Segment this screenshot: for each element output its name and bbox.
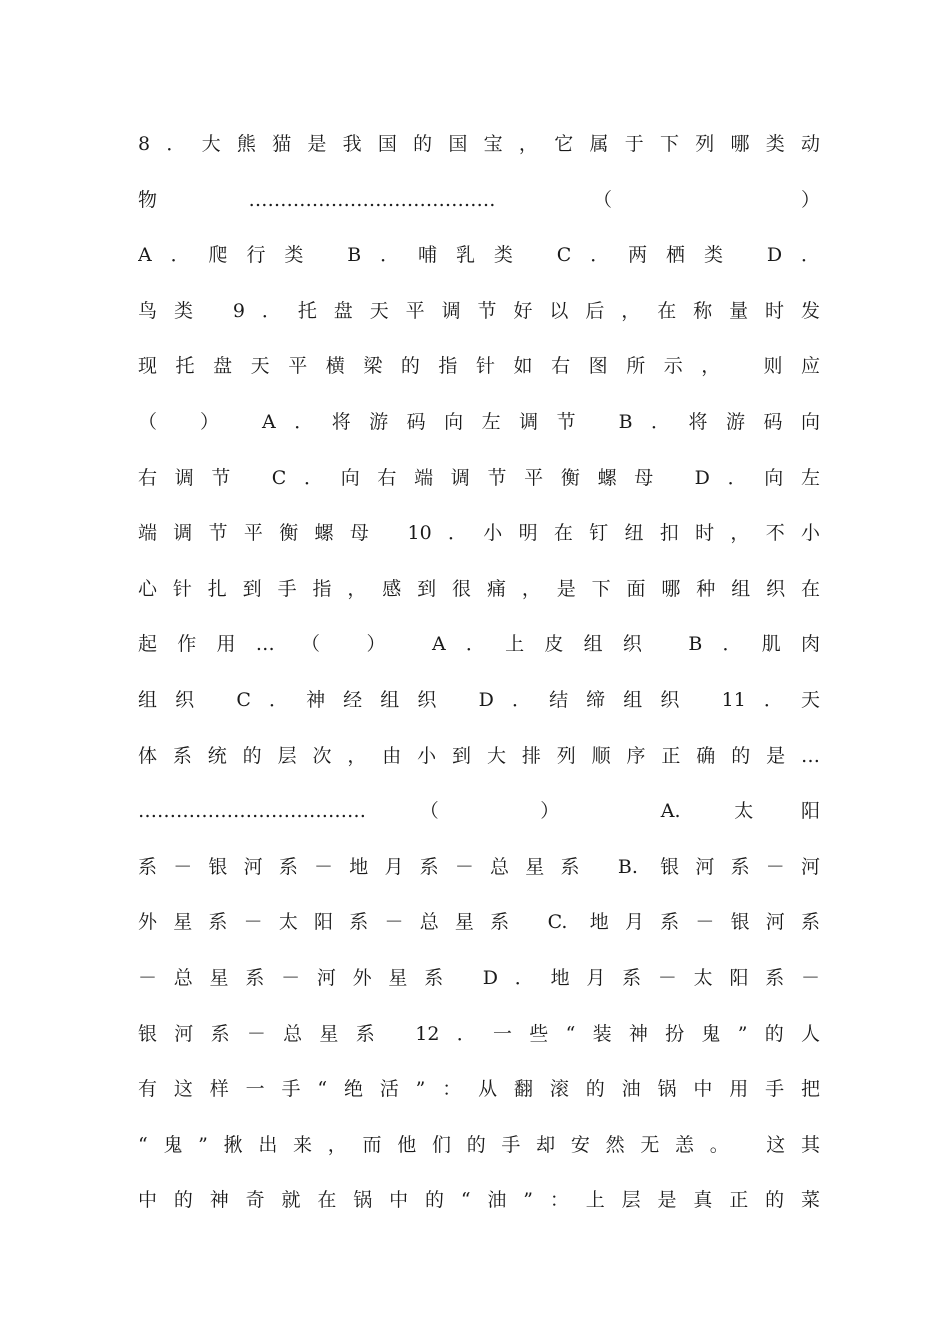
- text-line-17: 银河系－总星系 12．一些“装神扮鬼”的人: [138, 1022, 820, 1045]
- text-line-20: 中的神奇就在锅中的“油”：上层是真正的菜: [138, 1189, 820, 1212]
- text-line-8: 端调节平衡螺母 10．小明在钉纽扣时，不小: [138, 522, 820, 545]
- text-line-11: 组织 C．神经组织 D．结缔组织 11．天: [138, 688, 820, 711]
- text-line-12: 体系统的层次，由小到大排列顺序正确的是…: [138, 744, 820, 767]
- text-line-14: 系－银河系－地月系－总星系 B. 银河系－河: [138, 855, 820, 878]
- text-line-19: “鬼”揪出来，而他们的手却安然无恙。 这其: [138, 1133, 820, 1156]
- text-line-6: （ ） A．将游码向左调节 B．将游码向: [138, 410, 820, 433]
- text-line-5: 现托盘天平横梁的指针如右图所示， 则应: [138, 355, 820, 378]
- text-line-4: 鸟类 9．托盘天平调节好以后，在称量时发: [138, 299, 820, 322]
- text-line-2: 物………………………………… （ ）: [138, 188, 820, 211]
- text-line-1: 8．大熊猫是我国的国宝，它属于下列哪类动: [138, 133, 820, 155]
- question-text-block: [138, 117, 820, 1229]
- text-line-3: A．爬行类 B．哺乳类 C．两栖类 D．: [138, 244, 820, 267]
- text-line-16: －总星系－河外星系 D．地月系－太阳系－: [138, 966, 820, 989]
- text-line-7: 右调节 C．向右端调节平衡螺母 D．向左: [138, 466, 820, 489]
- text-line-13: ……………………………… （ ） A. 太阳: [138, 800, 820, 823]
- text-line-18: 有这样一手“绝活”：从翻滚的油锅中用手把: [138, 1078, 820, 1101]
- text-line-15: 外星系－太阳系－总星系 C. 地月系－银河系: [138, 911, 820, 934]
- text-line-10: 起作用… （ ） A．上皮组织 B．肌肉: [138, 633, 820, 656]
- text-line-9: 心针扎到手指，感到很痛，是下面哪种组织在: [138, 577, 820, 600]
